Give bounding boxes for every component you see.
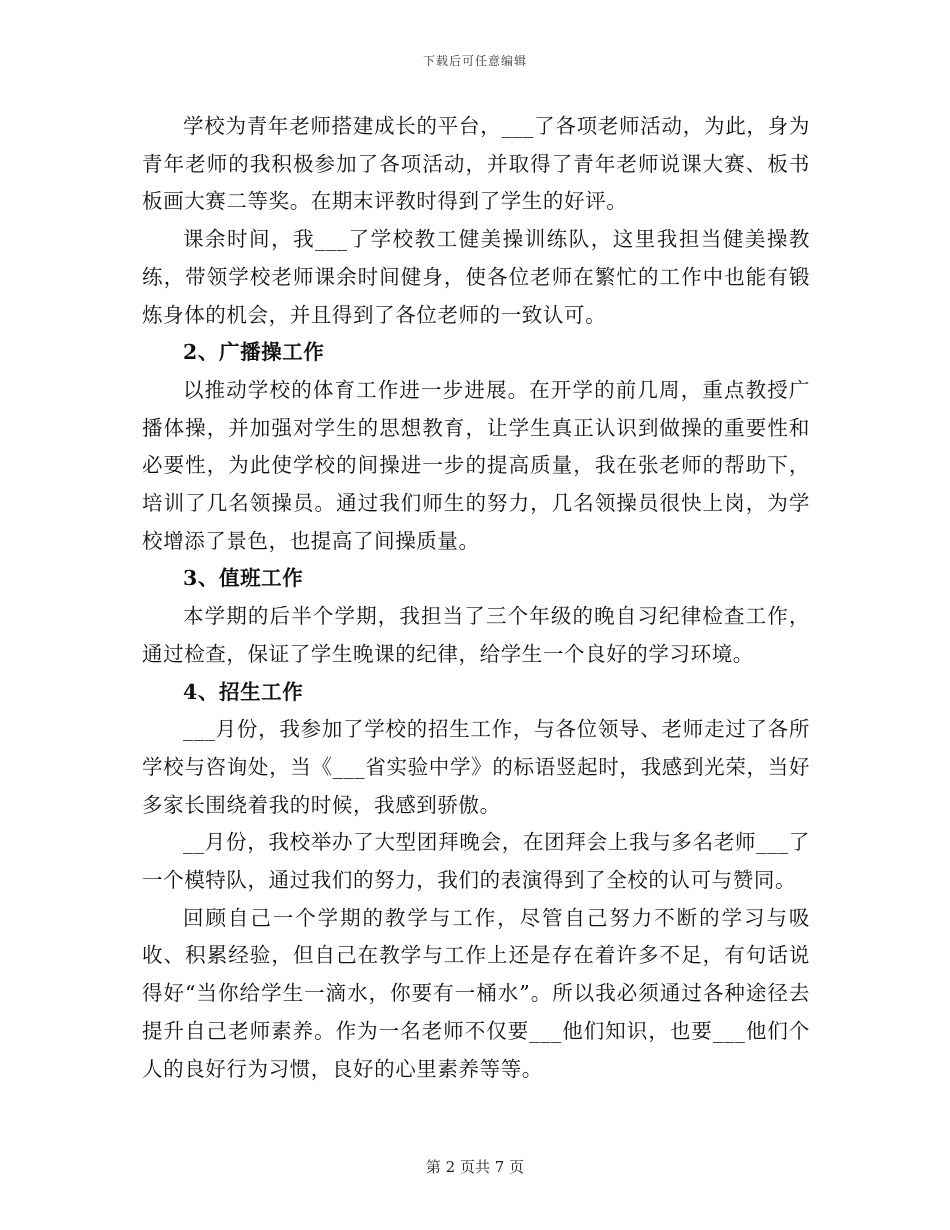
page-header: 下载后可任意编辑	[422, 54, 527, 68]
paragraph-1: 学校为青年老师搭建成长的平台，___了各项老师活动，为此，身为青年老师的我积极参加了各项活动，并取得了青年老师说课大赛、板书板画大赛二等奖。在期末评教时得到了学生的好评。	[142, 114, 810, 214]
paragraph-2: 课余时间，我___了学校教工健美操训练队，这里我担当健美操教练，带领学校老师课余时间健身，使各位老师在繁忙的工作中也能有锻炼身体的机会，并且得到了各位老师的一致认可。	[142, 227, 810, 327]
section-heading-4: 4、招生工作	[183, 679, 304, 704]
paragraph-4: 本学期的后半个学期，我担当了三个年级的晚自习纪律检查工作，通过检查，保证了学生晚课的纪律，给学生一个良好的学习环境。	[142, 604, 810, 666]
document-body	[142, 108, 810, 1088]
paragraph-3: 以推动学校的体育工作进一步进展。在开学的前几周，重点教授广播体操，并加强对学生的思想教育，让学生真正认识到做操的重要性和必要性，为此使学校的间操进一步的提高质量，我在张老师的帮助下，培训了几名领操员。通过我们师生的努力，几名领操员很快上岗，为学校增添了景色，也提高了间操质量。	[142, 377, 810, 553]
paragraph-6: __月份，我校举办了大型团拜晚会，在团拜会上我与多名老师___了一个模特队，通过我们的努力，我们的表演得到了全校的认可与赞同。	[142, 830, 810, 893]
page-number-footer: 第 2 页共 7 页	[425, 1158, 525, 1176]
paragraph-5: ___月份，我参加了学校的招生工作，与各位领导、老师走过了各所学校与咨询处，当《___省实验中学》的标语竖起时，我感到光荣，当好多家长围绕着我的时候，我感到骄傲。	[142, 717, 810, 817]
paragraph-7: 回顾自己一个学期的教学与工作，尽管自己努力不断的学习与吸收、积累经验，但自己在教学与工作上还是存在着许多不足，有句话说得好“当你给学生一滴水，你要有一桶水”。所以我必须通过各种途径去提升自己老师素养。作为一名老师不仅要___他们知识，也要___他们个人的良好行为习惯，良好的心里素养等等。	[142, 905, 810, 1081]
section-heading-2: 2、广播操工作	[183, 340, 325, 365]
section-heading-3: 3、值班工作	[183, 566, 304, 591]
